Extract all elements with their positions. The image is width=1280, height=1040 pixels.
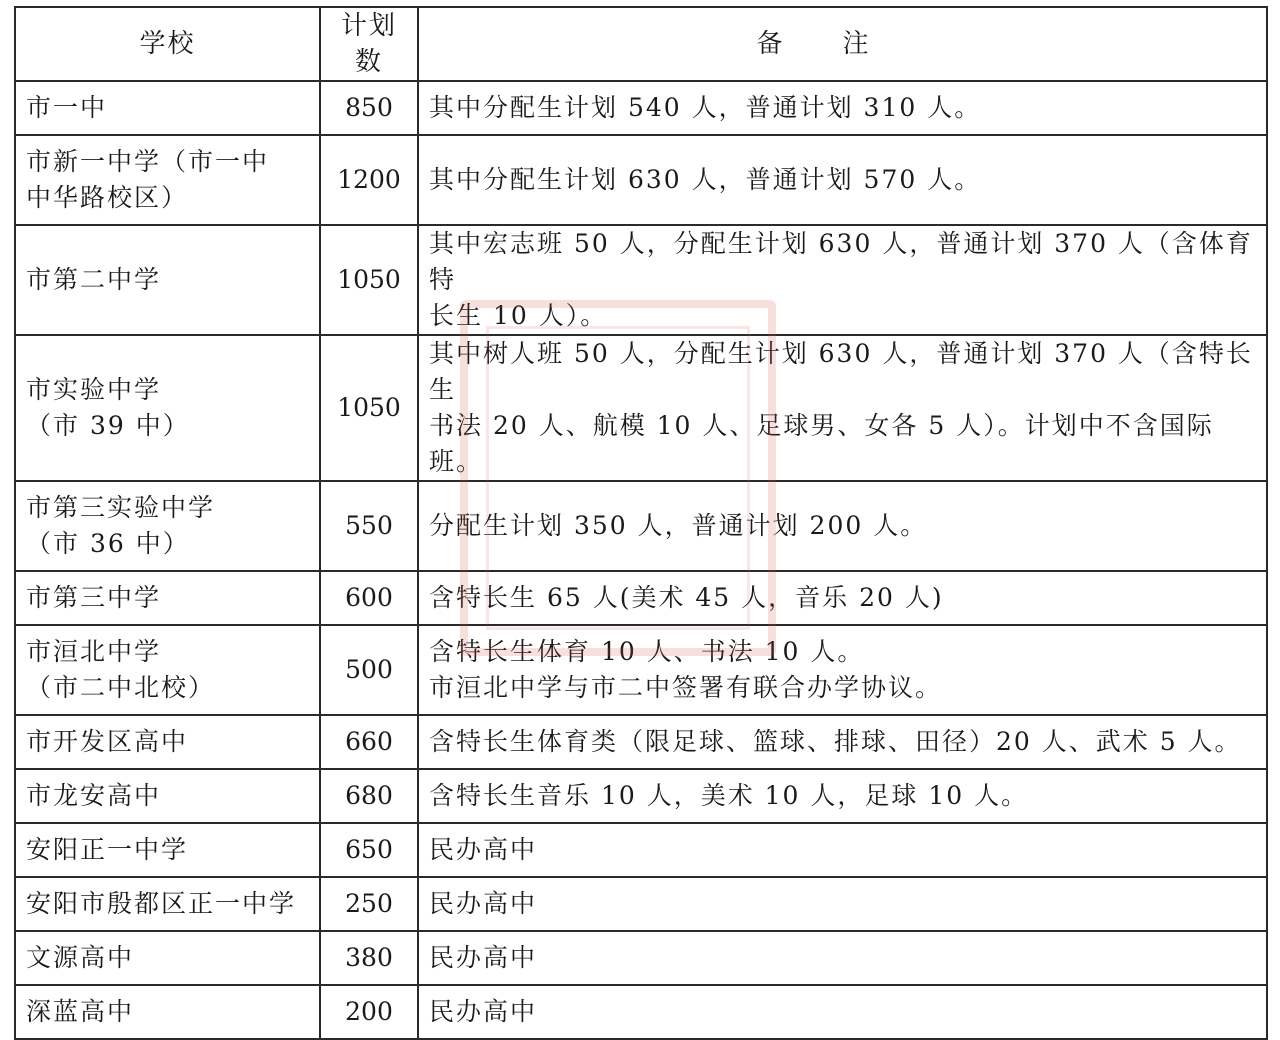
cell-plan: 650	[320, 823, 418, 877]
cell-plan: 680	[320, 769, 418, 823]
school-line: 文源高中	[26, 943, 135, 972]
cell-note	[418, 715, 1267, 769]
note-line: 含特长生音乐 10 人，美术 10 人，足球 10 人。	[429, 781, 1029, 810]
cell-plan: 1050	[320, 225, 418, 335]
header-plan: 计划数	[320, 7, 418, 81]
note-line: 民办高中	[429, 997, 538, 1026]
table-row	[15, 985, 1267, 1039]
note-line: 其中分配生计划 540 人，普通计划 310 人。	[429, 93, 982, 122]
table-row	[15, 877, 1267, 931]
cell-school	[15, 931, 320, 985]
cell-note	[418, 877, 1267, 931]
cell-note	[418, 769, 1267, 823]
cell-plan: 1050	[320, 335, 418, 481]
table-row	[15, 81, 1267, 135]
table-row	[15, 481, 1267, 571]
cell-plan: 600	[320, 571, 418, 625]
school-line: 安阳市殷都区正一中学	[26, 889, 297, 918]
note-line: 民办高中	[429, 835, 538, 864]
cell-note	[418, 931, 1267, 985]
cell-plan: 1200	[320, 135, 418, 225]
cell-plan: 850	[320, 81, 418, 135]
cell-plan: 380	[320, 931, 418, 985]
cell-note	[418, 81, 1267, 135]
school-line: 深蓝高中	[26, 997, 135, 1026]
cell-plan: 250	[320, 877, 418, 931]
school-line: 市龙安高中	[26, 781, 162, 810]
table-row	[15, 571, 1267, 625]
school-line: 市第三实验中学	[26, 493, 216, 522]
cell-note	[418, 481, 1267, 571]
cell-plan: 660	[320, 715, 418, 769]
school-line: 市第三中学	[26, 583, 162, 612]
cell-school	[15, 335, 320, 481]
cell-school	[15, 571, 320, 625]
cell-school	[15, 225, 320, 335]
note-line: 其中宏志班 50 人，分配生计划 630 人，普通计划 370 人（含体育特	[429, 229, 1253, 294]
cell-school	[15, 985, 320, 1039]
note-line: 书法 20 人、航模 10 人、足球男、女各 5 人）。计划中不含国际班。	[429, 411, 1214, 476]
note-line: 含特长生体育 10 人、书法 10 人。	[429, 637, 865, 666]
school-line: 市第二中学	[26, 265, 162, 294]
school-line: 市实验中学	[26, 375, 162, 404]
note-line: 分配生计划 350 人，普通计划 200 人。	[429, 511, 928, 540]
cell-plan: 550	[320, 481, 418, 571]
table-row	[15, 225, 1267, 335]
school-line: （市 36 中）	[26, 529, 190, 558]
school-line: 市开发区高中	[26, 727, 189, 756]
table-row	[15, 715, 1267, 769]
note-line: 民办高中	[429, 889, 538, 918]
school-line: 市一中	[26, 93, 108, 122]
table-row	[15, 335, 1267, 481]
school-line: 中华路校区）	[26, 183, 189, 212]
table-row	[15, 931, 1267, 985]
note-line: 长生 10 人）。	[429, 301, 608, 330]
school-line: 市洹北中学	[26, 637, 162, 666]
table-row	[15, 135, 1267, 225]
admission-plan-table	[14, 6, 1268, 1040]
admission-plan-table-container	[14, 6, 1266, 1040]
cell-note	[418, 823, 1267, 877]
table-row	[15, 625, 1267, 715]
note-line: 含特长生体育类（限足球、篮球、排球、田径）20 人、武术 5 人。	[429, 727, 1242, 756]
header-note: 备注	[418, 7, 1267, 81]
cell-school	[15, 481, 320, 571]
cell-school	[15, 823, 320, 877]
school-line: 市新一中学（市一中	[26, 147, 270, 176]
note-line: 民办高中	[429, 943, 538, 972]
cell-note	[418, 225, 1267, 335]
note-line: 市洹北中学与市二中签署有联合办学协议。	[429, 673, 943, 702]
cell-school	[15, 625, 320, 715]
cell-plan: 200	[320, 985, 418, 1039]
cell-school	[15, 135, 320, 225]
note-line: 含特长生 65 人(美术 45 人，音乐 20 人)	[429, 583, 944, 612]
cell-note	[418, 625, 1267, 715]
table-row	[15, 769, 1267, 823]
table-row	[15, 823, 1267, 877]
header-school: 学校	[15, 7, 320, 81]
cell-note	[418, 135, 1267, 225]
school-line: 安阳正一中学	[26, 835, 189, 864]
cell-school	[15, 715, 320, 769]
note-line: 其中树人班 50 人，分配生计划 630 人，普通计划 370 人（含特长生	[429, 339, 1253, 404]
cell-note	[418, 571, 1267, 625]
cell-school	[15, 769, 320, 823]
cell-school	[15, 877, 320, 931]
note-line: 其中分配生计划 630 人，普通计划 570 人。	[429, 165, 982, 194]
table-header-row	[15, 7, 1267, 81]
cell-note	[418, 335, 1267, 481]
cell-school	[15, 81, 320, 135]
cell-plan: 500	[320, 625, 418, 715]
cell-note	[418, 985, 1267, 1039]
school-line: （市 39 中）	[26, 411, 190, 440]
school-line: （市二中北校）	[26, 673, 216, 702]
table-body	[15, 81, 1267, 1039]
